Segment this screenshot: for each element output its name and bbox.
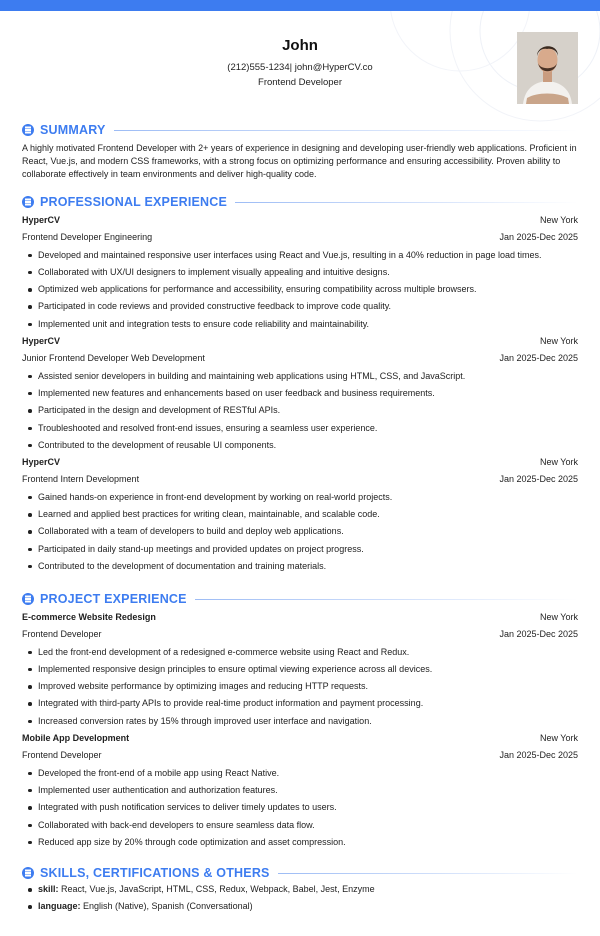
job-entry bbox=[22, 333, 578, 454]
contact-info: (212)555-1234| john@HyperCV.co bbox=[227, 62, 373, 73]
job-dates: Jan 2025-Dec 2025 bbox=[499, 353, 578, 364]
bullet-item: Implemented user authentication and authorization features. bbox=[22, 782, 578, 799]
section-title: SUMMARY bbox=[40, 123, 106, 137]
skills-section bbox=[22, 865, 578, 916]
bullet-item: Increased conversion rates by 15% through improved user interface and navigation. bbox=[22, 713, 578, 730]
bullet-item: Collaborated with back-end developers to ensure seamless data flow. bbox=[22, 817, 578, 834]
job-entry bbox=[22, 454, 578, 575]
skill-label: language: bbox=[38, 901, 81, 912]
bullet-item: Participated in code reviews and provided constructive feedback to improve code quality. bbox=[22, 298, 578, 315]
projects-heading bbox=[22, 591, 578, 607]
bullet-item: Assisted senior developers in building and maintaining web applications using HTML, CSS, and JavaScript. bbox=[22, 368, 578, 385]
bullet-item: Developed the front-end of a mobile app using React Native. bbox=[22, 765, 578, 782]
skill-label: skill: bbox=[38, 884, 59, 894]
summary-heading bbox=[22, 122, 578, 138]
section-title: PROJECT EXPERIENCE bbox=[40, 592, 187, 606]
project-location: New York bbox=[539, 612, 578, 622]
skill-item bbox=[22, 881, 578, 898]
bullet-item: Contributed to the development of documentation and training materials. bbox=[22, 558, 578, 575]
bullet-item: Reduced app size by 20% through code optimization and asset compression. bbox=[22, 834, 578, 851]
job-location: New York bbox=[539, 457, 578, 468]
candidate-name: John bbox=[282, 37, 318, 54]
bullet-item: Implemented new features and enhancements based on user feedback and business requirements. bbox=[22, 385, 578, 402]
job-location: New York bbox=[539, 336, 578, 347]
job-position: Junior Frontend Developer Web Development bbox=[22, 353, 205, 364]
bullet-item: Participated in the design and development of RESTful APIs. bbox=[22, 402, 578, 419]
project-name: Mobile App Development bbox=[22, 733, 130, 744]
bullet-item: Developed and maintained responsive user interfaces using React and Vue.js, resulting in a 40% reduction in page load times. bbox=[22, 247, 578, 264]
bullet-item: Participated in daily stand-up meetings and provided updates on project progress. bbox=[22, 541, 578, 558]
project-name: E-commerce Website Redesign bbox=[22, 612, 156, 622]
candidate-role: Frontend Developer bbox=[258, 77, 342, 88]
projects-section bbox=[22, 591, 578, 851]
project-entry bbox=[22, 609, 578, 730]
job-position: Frontend Developer Engineering bbox=[22, 232, 153, 243]
job-location: New York bbox=[539, 215, 578, 225]
profile-photo bbox=[517, 32, 578, 104]
bullet-item: Learned and applied best practices for writing clean, maintainable, and scalable code. bbox=[22, 506, 578, 523]
bullet-item: Integrated with push notification services to deliver timely updates to users. bbox=[22, 799, 578, 816]
project-location: New York bbox=[539, 733, 578, 744]
section-title: PROFESSIONAL EXPERIENCE bbox=[40, 195, 228, 209]
summary-icon bbox=[22, 124, 34, 136]
company-name: HyperCV bbox=[22, 457, 61, 468]
skill-value: React, Vue.js, JavaScript, HTML, CSS, Redux, Webpack, Babel, Jest, Enzyme bbox=[58, 884, 375, 894]
skills-icon bbox=[22, 867, 34, 879]
bullet-item: Collaborated with a team of developers to build and deploy web applications. bbox=[22, 523, 578, 540]
skill-value: English (Native), Spanish (Conversational) bbox=[80, 901, 253, 912]
bullet-item: Integrated with third-party APIs to provide real-time product information and payment processing. bbox=[22, 695, 578, 712]
bullet-item: Troubleshooted and resolved front-end issues, ensuring a seamless user experience. bbox=[22, 420, 578, 437]
bullet-item: Improved website performance by optimizing images and reducing HTTP requests. bbox=[22, 678, 578, 695]
project-role: Frontend Developer bbox=[22, 629, 102, 640]
bullet-item: Implemented unit and integration tests to ensure code reliability and maintainability. bbox=[22, 316, 578, 333]
company-name: HyperCV bbox=[22, 336, 61, 347]
bullet-item: Contributed to the development of reusable UI components. bbox=[22, 437, 578, 454]
job-entry bbox=[22, 212, 578, 333]
job-dates: Jan 2025-Dec 2025 bbox=[499, 474, 578, 485]
experience-section bbox=[22, 194, 578, 575]
skills-heading bbox=[22, 865, 578, 881]
bullet-item: Collaborated with UX/UI designers to implement visually appealing and intuitive designs. bbox=[22, 264, 578, 281]
section-divider bbox=[195, 599, 578, 600]
company-name: HyperCV bbox=[22, 215, 61, 225]
skill-item bbox=[22, 898, 578, 915]
experience-heading bbox=[22, 194, 578, 210]
projects-icon bbox=[22, 593, 34, 605]
section-divider bbox=[114, 130, 578, 131]
top-accent-bar bbox=[0, 0, 600, 11]
job-dates: Jan 2025-Dec 2025 bbox=[499, 232, 578, 243]
project-dates: Jan 2025-Dec 2025 bbox=[499, 750, 578, 761]
summary-text: A highly motivated Frontend Developer with 2+ years of experience in designing and developing user-friendly web applications. Proficient in React, Vue.js, and modern CSS frameworks, with a strong focus on optimizing performance and ensuring accessibility. Proven ability to collaborate effectively in team environments and deliver high-quality code. bbox=[22, 143, 577, 179]
bullet-item: Led the front-end development of a redesigned e-commerce website using React and Redux. bbox=[22, 644, 578, 661]
experience-icon bbox=[22, 196, 34, 208]
bullet-item: Optimized web applications for performance and accessibility, ensuring compatibility across multiple browsers. bbox=[22, 281, 578, 298]
job-position: Frontend Intern Development bbox=[22, 474, 140, 485]
project-entry bbox=[22, 730, 578, 851]
project-dates: Jan 2025-Dec 2025 bbox=[499, 629, 578, 640]
bullet-item: Implemented responsive design principles to ensure optimal viewing experience across all devices. bbox=[22, 661, 578, 678]
section-divider bbox=[235, 202, 578, 203]
resume-header bbox=[0, 36, 600, 89]
section-title: SKILLS, CERTIFICATIONS & OTHERS bbox=[40, 866, 270, 880]
section-divider bbox=[278, 873, 578, 874]
project-role: Frontend Developer bbox=[22, 750, 102, 761]
bullet-item: Gained hands-on experience in front-end development by working on real-world projects. bbox=[22, 489, 578, 506]
summary-section bbox=[22, 122, 578, 181]
